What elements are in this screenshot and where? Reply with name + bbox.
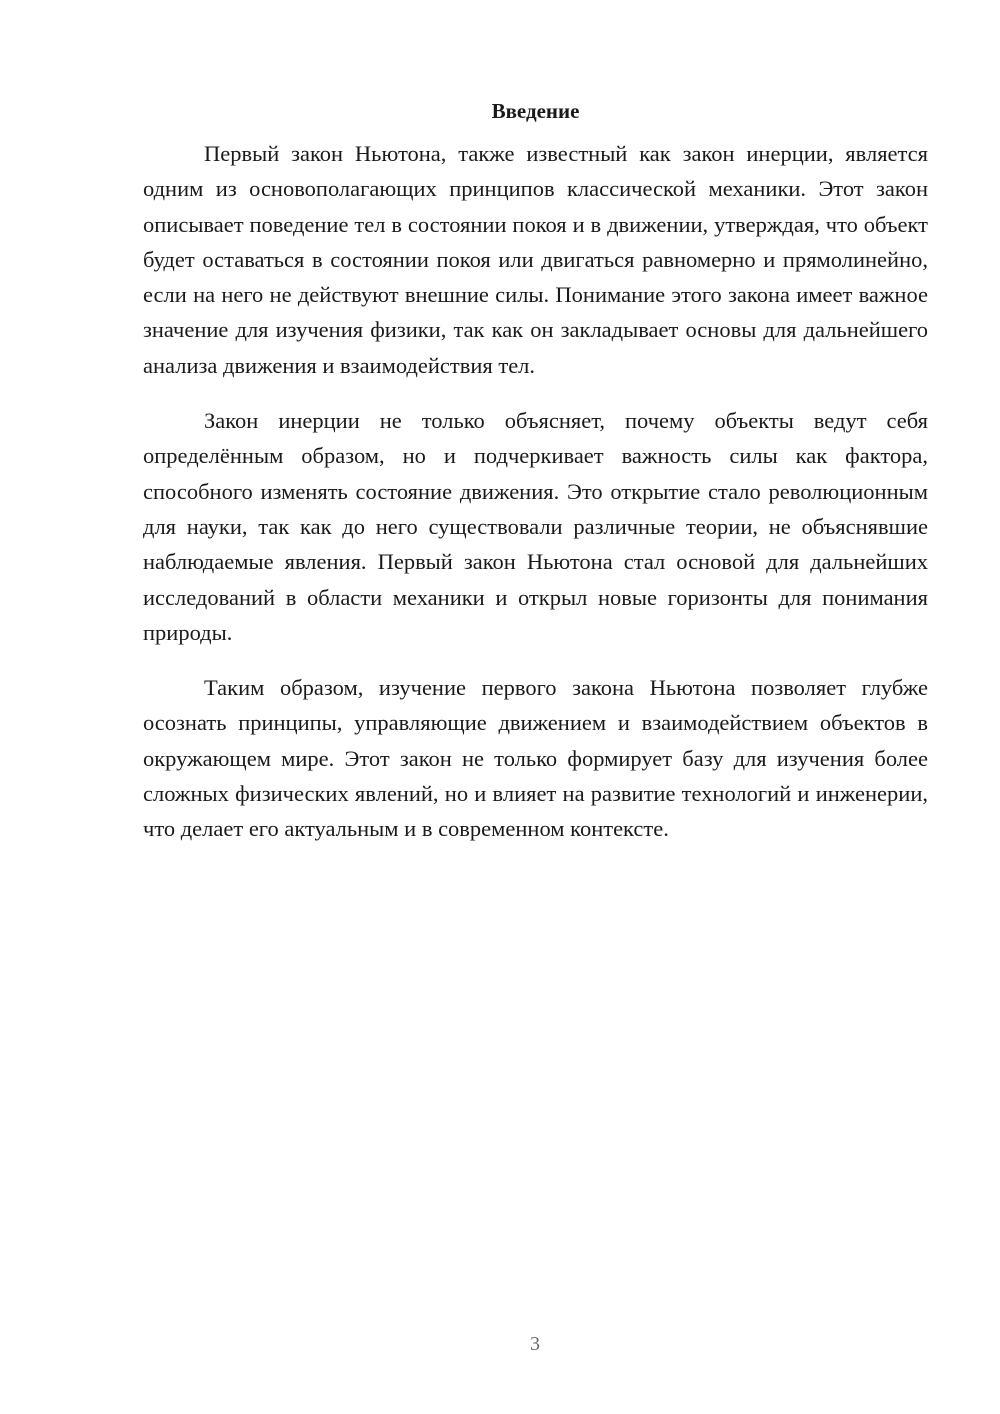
page-content	[143, 96, 928, 867]
paragraph-3: Таким образом, изучение первого закона Ньютона позволяет глубже осознать принципы, управляющие движением и взаимодействием объектов в окружающем мире. Этот закон не только формирует базу для изучения более сложных физических явлений, но и влияет на развитие технологий и инженерии, что делает его актуальным и в современном контексте.	[143, 675, 928, 842]
paragraph-1: Первый закон Ньютона, также известный как закон инерции, является одним из основополагающих принципов классической механики. Этот закон описывает поведение тел в состоянии покоя и в движении, утверждая, что объект будет оставаться в состоянии покоя или двигаться равномерно и прямолинейно, если на него не действуют внешние силы. Понимание этого закона имеет важное значение для изучения физики, так как он закладывает основы для дальнейшего анализа движения и взаимодействия тел.	[143, 141, 928, 378]
page-number: 3	[530, 1333, 540, 1355]
section-heading: Введение	[491, 99, 580, 123]
paragraph-2: Закон инерции не только объясняет, почему объекты ведут себя определённым образом, но и подчеркивает важность силы как фактора, способного изменять состояние движения. Это открытие стало революционным для науки, так как до него существовали различные теории, не объяснявшие наблюдаемые явления. Первый закон Ньютона стал основой для дальнейших исследований в области механики и открыл новые горизонты для понимания природы.	[143, 408, 928, 645]
